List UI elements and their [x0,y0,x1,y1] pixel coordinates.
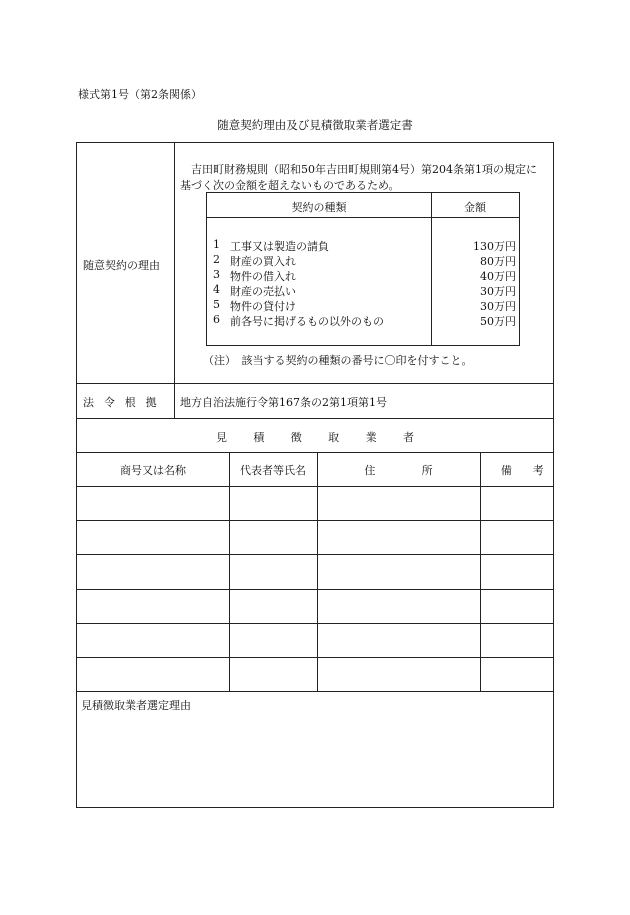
contract-type-table: 契約の種類 金額 1 工事又は製造の請負 130万円 2 財産の買入れ 80万円 3 物件の借入れ 40万円 4 財産の売払い 30万円 5 物件の貸付け 30万円 6 前各号に掲げるもの以外のもの 50万円 [206,192,520,346]
col-header-name: 商号又は名称 [120,464,186,477]
legal-basis-label: 法令根拠 [83,396,167,409]
form-number: 様式第1号（第2条関係） [78,88,202,101]
legal-basis-value: 地方自治法施行令第167条の2第1項第1号 [180,396,387,409]
vendors-title: 見積徴取業者 [215,431,441,444]
note: （注） 該当する契約の種類の番号に〇印を付すこと。 [203,354,473,367]
col-header-address: 住所 [364,464,479,477]
divider-reason [174,143,175,383]
col-header-remarks: 備考 [500,464,565,477]
divider-legal [174,383,175,418]
col-header-contract-type: 契約の種類 [291,201,347,214]
reason-text-line2: 基づく次の金額を超えないものであるため。 [180,179,400,192]
reason-text-line1: 吉田町財務規則（昭和50年吉田町規則第4号）第204条第1項の規定に [191,163,537,176]
col-header-amount: 金額 [464,201,486,214]
form-table [76,142,565,808]
col-header-representative: 代表者等氏名 [240,464,306,477]
selection-reason-label: 見積徴取業者選定理由 [81,699,191,712]
document-title: 随意契約理由及び見積徴取業者選定書 [217,118,413,132]
reason-label: 随意契約の理由 [83,259,160,272]
